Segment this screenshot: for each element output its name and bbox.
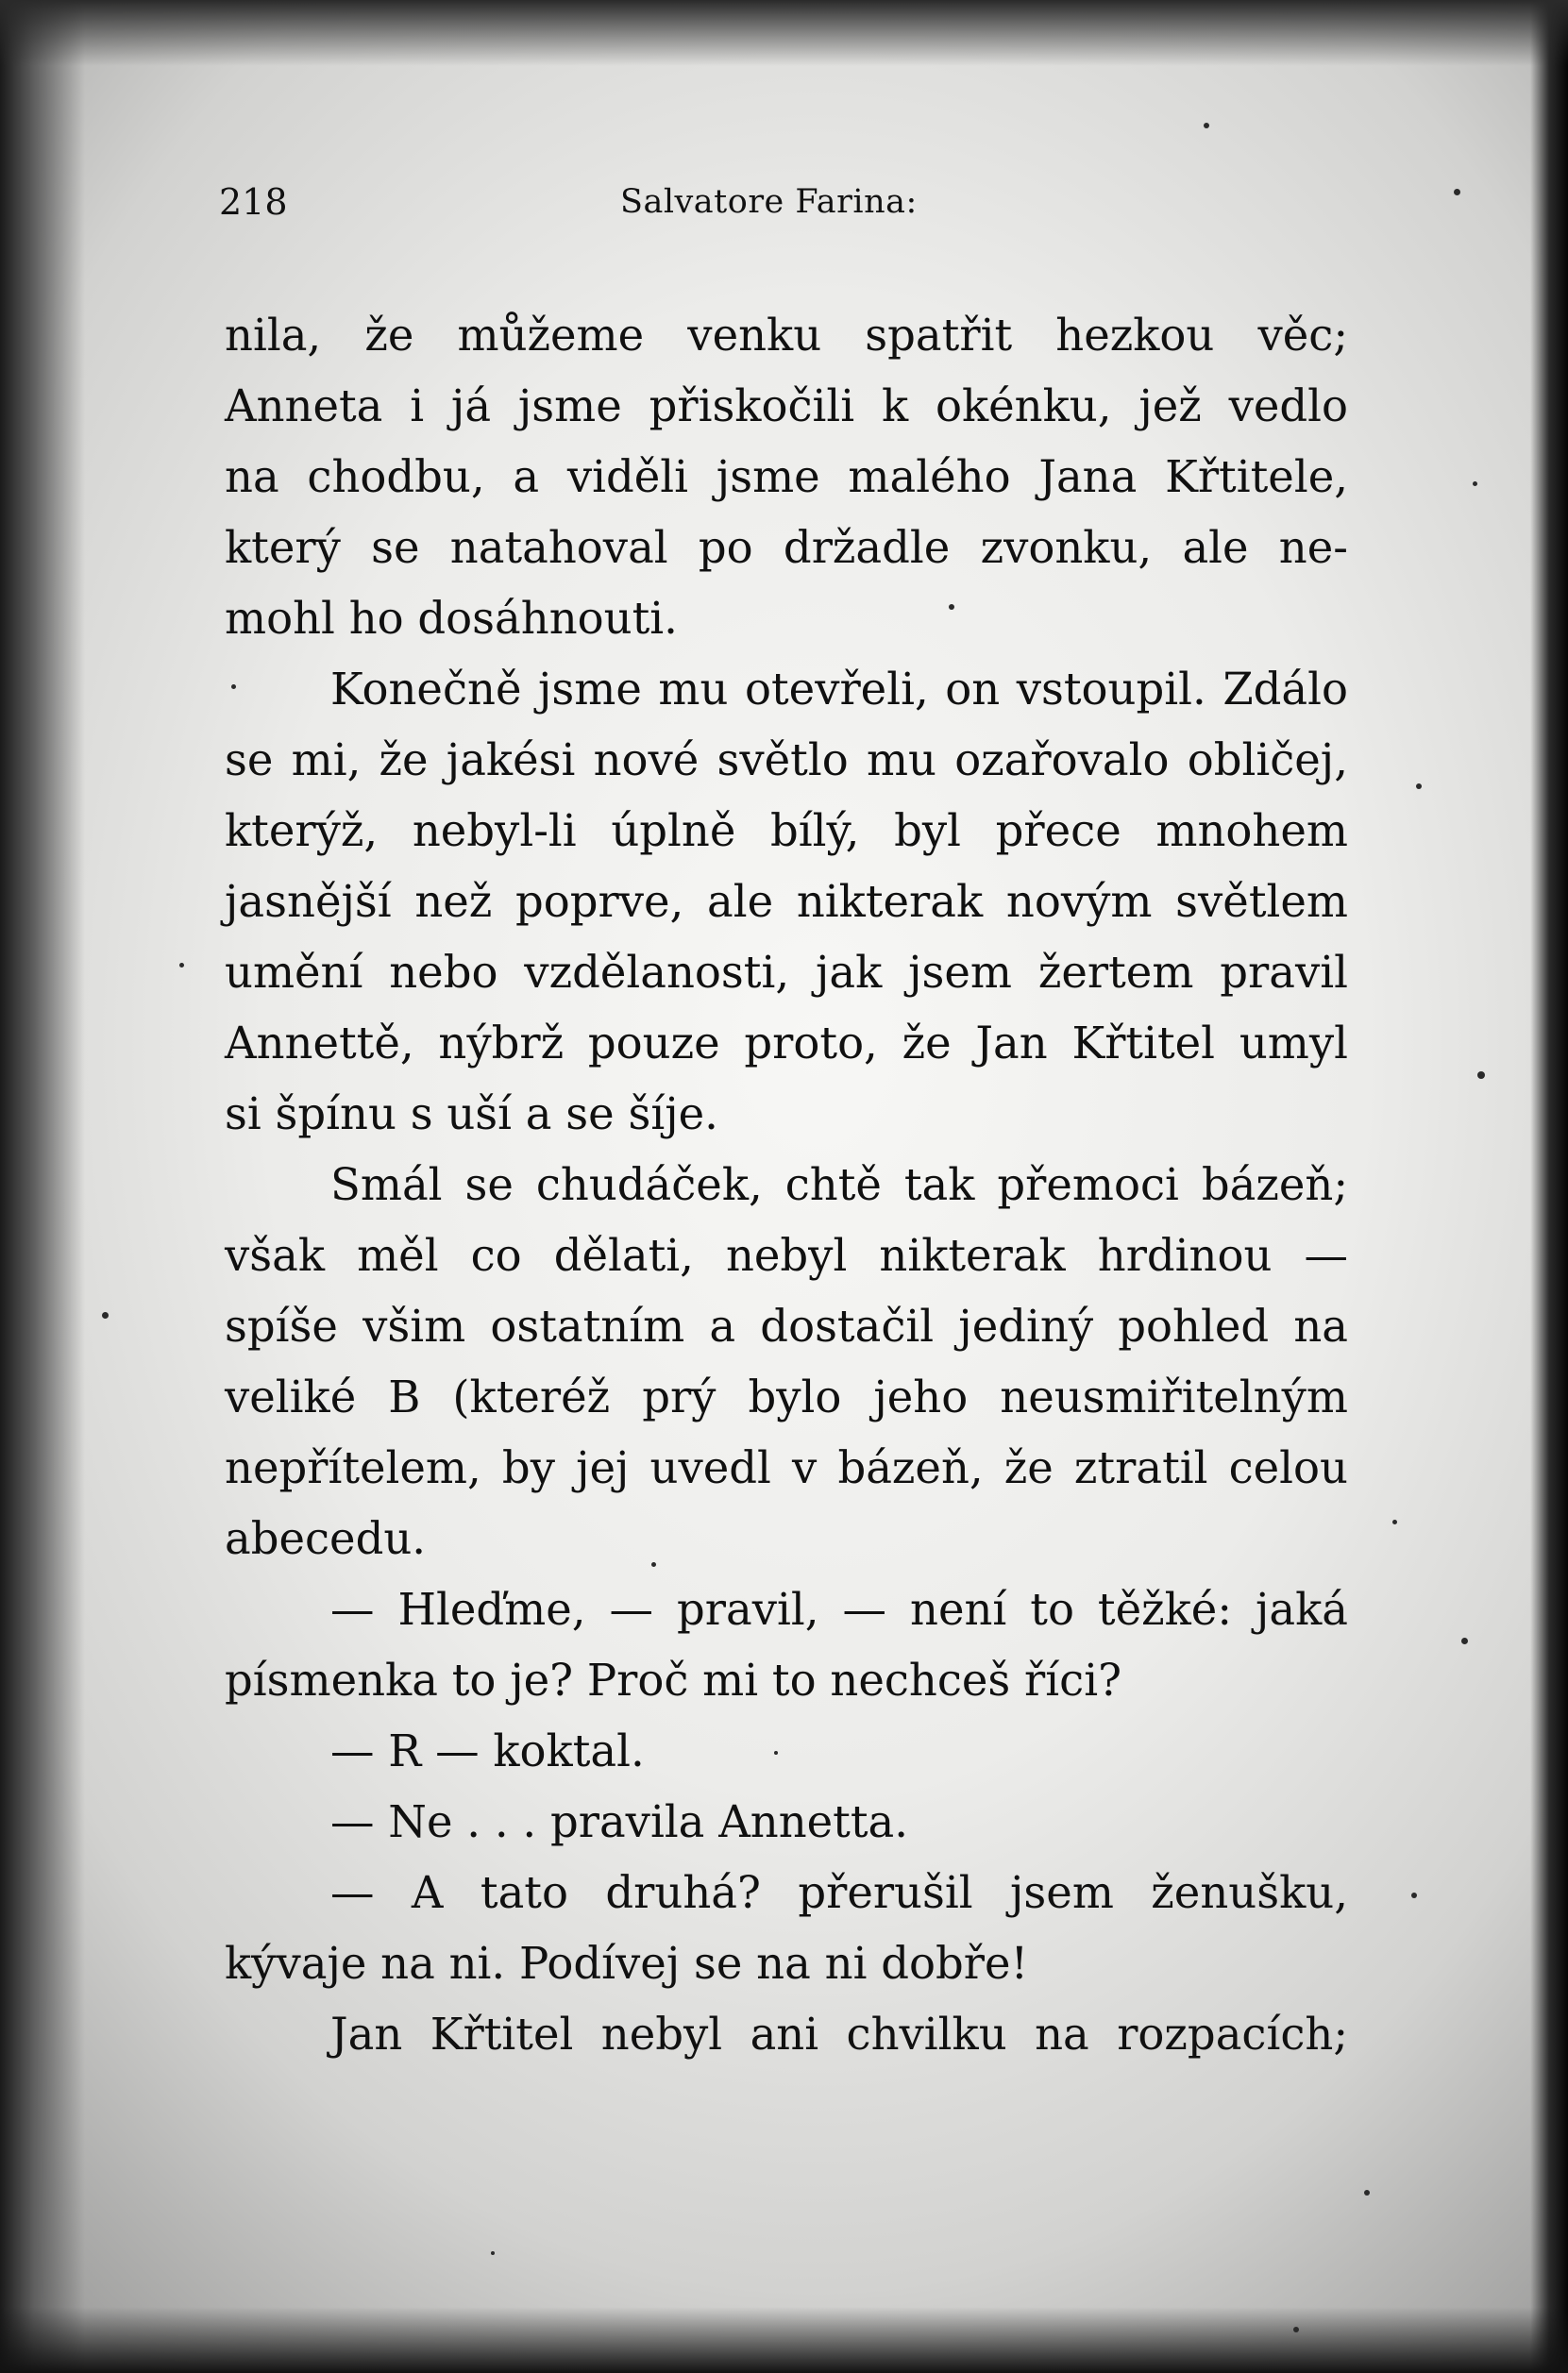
right-shadow-edge (1530, 0, 1568, 2373)
text-line: mohl ho dosáhnouti. (225, 593, 678, 644)
text-line: Jan Křtitel nebyl ani chvilku na rozpacích; (330, 2009, 1348, 2060)
scan-speck (949, 604, 954, 610)
text-line: abecedu. (225, 1513, 427, 1564)
text-line: si špínu s uší a se šíje. (225, 1088, 718, 1139)
body-text (225, 300, 1348, 2070)
text-line: Anneta i já jsme přiskočili k okénku, jež vedlo (225, 380, 1348, 431)
scan-speck (774, 1751, 778, 1755)
text-line: umění nebo vzdělanosti, jak jsem žertem pravil (225, 947, 1348, 998)
scan-speck (231, 684, 236, 689)
scan-speck (1416, 783, 1422, 789)
scan-speck (491, 2251, 495, 2255)
text-line: na chodbu, a viděli jsme malého Jana Křtitele, (225, 451, 1348, 502)
text-line: jasnější než poprve, ale nikterak novým světlem (225, 876, 1348, 927)
scan-speck (1454, 189, 1460, 195)
text-line: — R — koktal. (330, 1725, 645, 1776)
scan-speck (179, 963, 184, 968)
scan-speck (1204, 123, 1209, 128)
page-header (219, 181, 1352, 228)
text-line: nepřítelem, by jej uvedl v bázeň, že ztratil celou (225, 1442, 1348, 1493)
text-line: však měl co dělati, nebyl nikterak hrdinou — (225, 1230, 1348, 1281)
scan-speck (1477, 1071, 1485, 1079)
page-number: 218 (219, 181, 288, 223)
scan-speck (102, 1312, 109, 1319)
scan-speck (1364, 2190, 1370, 2196)
bottom-shadow-edge (0, 2307, 1568, 2373)
left-shadow-edge (0, 0, 85, 2373)
text-line: — Ne . . . pravila Annetta. (330, 1796, 909, 1847)
text-line: nila, že můžeme venku spatřit hezkou věc; (225, 310, 1348, 361)
text-line: kývaje na ni. Podívej se na ni dobře! (225, 1938, 1029, 1989)
text-line: Konečně jsme mu otevřeli, on vstoupil. Zdálo (330, 664, 1348, 715)
scan-speck (1473, 481, 1477, 486)
text-line: který se natahoval po držadle zvonku, ale ne- (225, 522, 1348, 573)
scan-speck (1293, 2327, 1299, 2332)
scan-speck (1461, 1638, 1468, 1644)
text-line: písmenka to je? Proč mi to nechceš říci? (225, 1655, 1122, 1706)
running-head: Salvatore Farina: (620, 183, 918, 221)
text-line: se mi, že jakési nové světlo mu ozařovalo obličej, (225, 734, 1348, 785)
scan-speck (1392, 1520, 1397, 1524)
top-shadow-edge (0, 0, 1568, 66)
text-line: Smál se chudáček, chtě tak přemoci bázeň; (330, 1159, 1348, 1210)
text-line: — A tato druhá? přerušil jsem ženušku, (330, 1867, 1348, 1918)
text-line: — Hleďme, — pravil, — není to těžké: jaká (330, 1584, 1348, 1635)
text-line: kterýž, nebyl-li úplně bílý, byl přece mnohem (225, 805, 1348, 856)
text-line: Annettě, nýbrž pouze proto, že Jan Křtitel umyl (225, 1018, 1348, 1069)
text-line: veliké B (kteréž prý bylo jeho neusmiřitelným (225, 1372, 1348, 1422)
scan-speck (1411, 1893, 1417, 1898)
text-line: spíše všim ostatním a dostačil jediný pohled na (225, 1301, 1348, 1352)
scan-speck (651, 1562, 656, 1567)
